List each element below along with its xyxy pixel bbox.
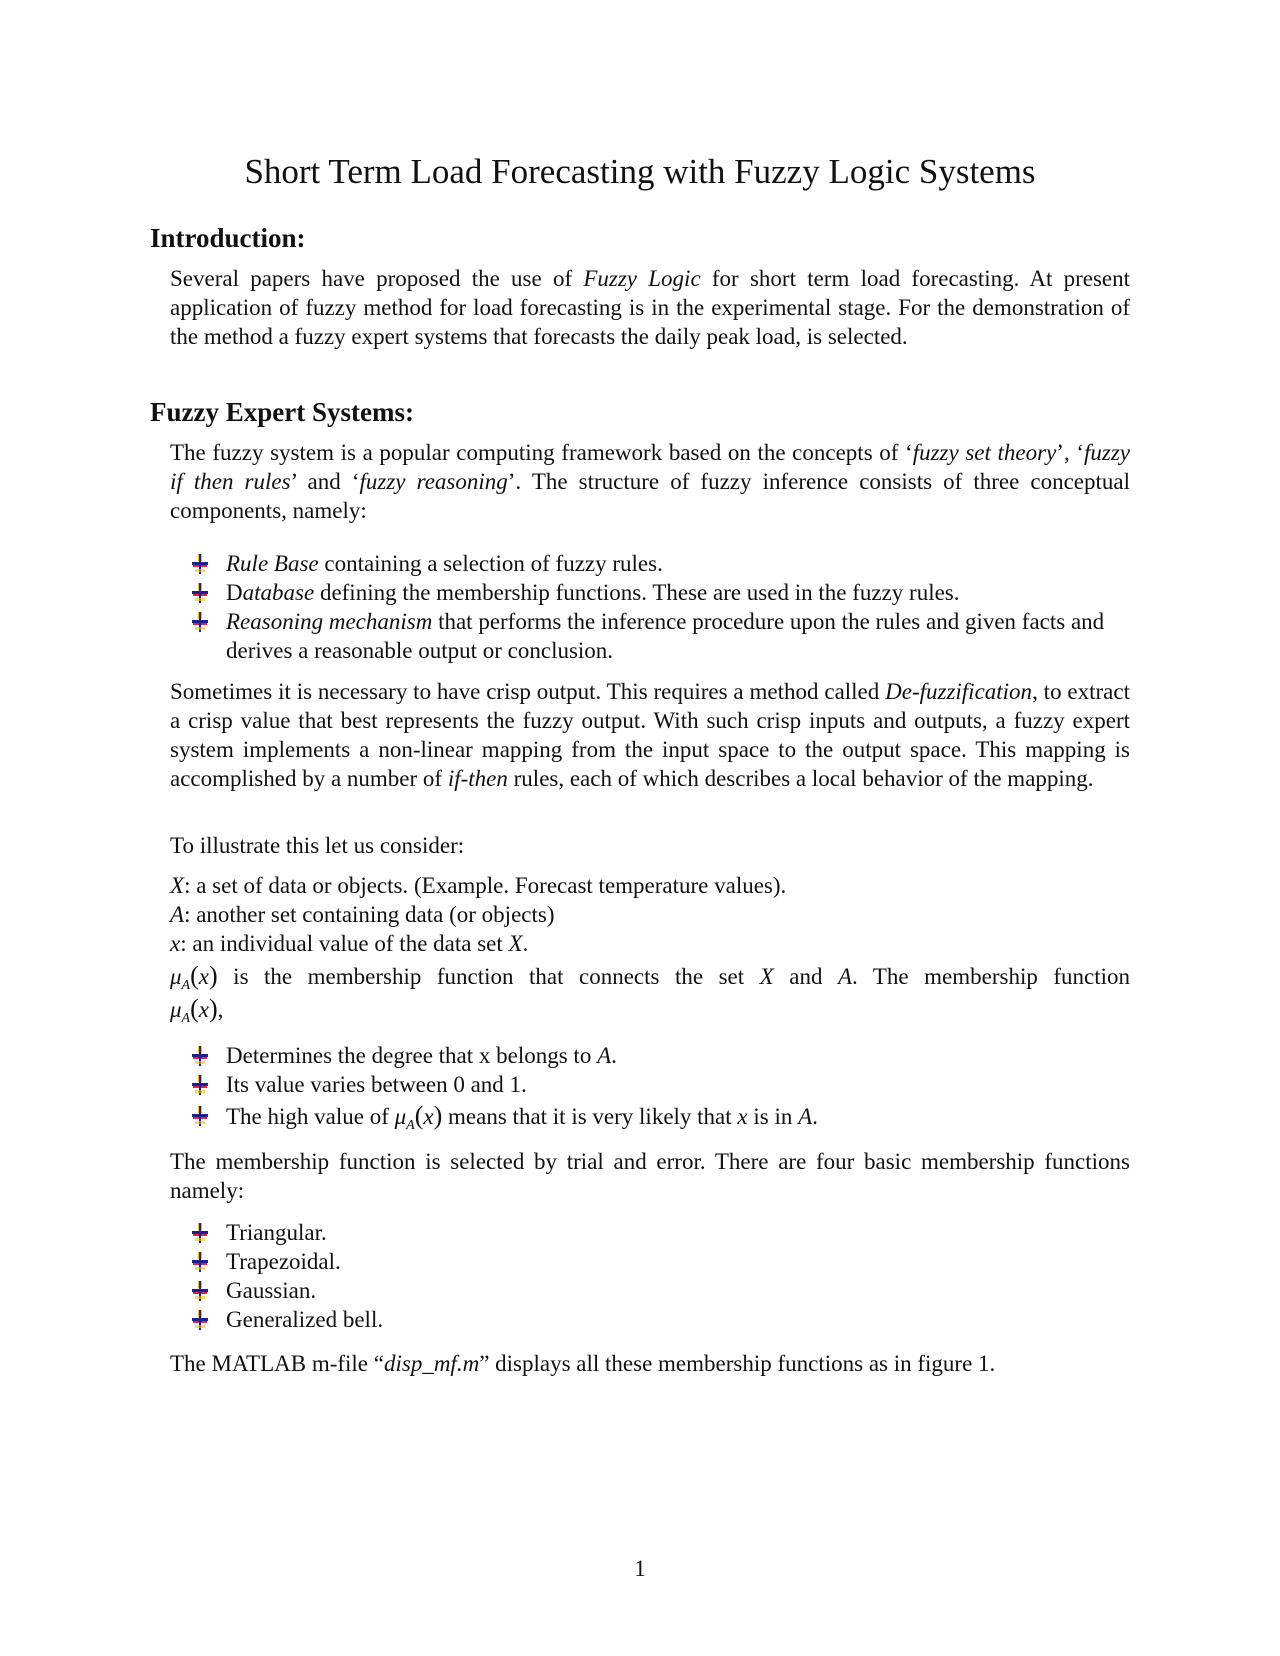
introduction-paragraph [170, 264, 1130, 351]
list-item [170, 578, 1130, 607]
membership-type: Generalized bell. [226, 1307, 384, 1332]
component-name: Reasoning mechanism [226, 609, 433, 634]
argument: x [198, 997, 209, 1022]
matlab-line [170, 1349, 995, 1378]
list-item [170, 1070, 1130, 1099]
membership-type: Triangular. [226, 1220, 327, 1245]
arrow-down-plus-icon [190, 1310, 210, 1330]
symbol: μ [170, 997, 182, 1022]
symbol: A [170, 902, 185, 927]
subscript: A [181, 978, 191, 993]
text-run: ’ and ‘ [290, 469, 360, 494]
arrow-down-plus-icon [190, 1281, 210, 1301]
text-run: is in [747, 1104, 799, 1129]
fuzzy-system-paragraph [170, 438, 1130, 525]
membership-type: Trapezoidal. [226, 1249, 341, 1274]
mu-formula: $\mu_A(x)$ [170, 994, 218, 1026]
introduction-heading: Introduction: [150, 223, 306, 253]
text-run: The high value of [226, 1104, 395, 1129]
arrow-down-plus-icon [190, 1252, 210, 1272]
symbol: A [798, 1104, 813, 1129]
text-run: . [812, 1104, 818, 1129]
text-run: The fuzzy system is a popular computing framework based on the concepts of ‘ [170, 440, 913, 465]
component-description: that performs the inference procedure upon the rules and given facts and derives a reasonable output or conclusion. [226, 609, 1105, 663]
components-list [170, 549, 1130, 665]
definition-A [170, 900, 555, 929]
text-run: rules, each of which describes a local behavior of the mapping. [507, 766, 1094, 791]
text-run: ” displays all these membership functions as in figure 1. [479, 1351, 996, 1376]
arrow-down-plus-icon [190, 612, 210, 632]
symbol: x [170, 931, 181, 956]
text-run: Its value varies between 0 and 1. [226, 1072, 527, 1097]
membership-function-paragraph [170, 961, 1130, 1000]
symbol: A [597, 1043, 612, 1068]
arrow-down-plus-icon [190, 554, 210, 574]
illustrate-line: To illustrate this let us consider: [170, 833, 465, 858]
component-name: atabase [242, 580, 315, 605]
page-number: 1 [634, 1556, 646, 1581]
text-run: The MATLAB m-file “ [170, 1351, 384, 1376]
symbol: μ [394, 1104, 407, 1129]
list-item [170, 549, 1130, 578]
text-run: . The membership function [852, 964, 1131, 989]
fuzzy-expert-systems-heading: Fuzzy Expert Systems: [150, 397, 414, 427]
list-item [170, 607, 1130, 665]
text-run: ’. The structure of fuzzy inference consists of three conceptual components, namely: [170, 469, 1130, 523]
list-item [170, 1218, 1130, 1247]
text-run: . [611, 1043, 617, 1068]
text-run: means that it is very likely that [442, 1104, 738, 1129]
text-run: ’, ‘ [1056, 440, 1084, 465]
text-run: and [773, 964, 838, 989]
component-name-prefix: D [226, 580, 243, 605]
subscript: A [181, 1011, 191, 1026]
arrow-down-plus-icon [190, 583, 210, 603]
symbol: X [508, 931, 523, 956]
list-item [170, 1041, 1130, 1070]
text-run: for short term load forecasting. At present application of fuzzy method for load forecasting is in the experimental stage. For the demonstration of the method a fuzzy expert systems that forecasts the daily peak load, is selected. [170, 266, 1130, 349]
component-description: containing a selection of fuzzy rules. [318, 551, 663, 576]
mu-formula: $\mu_A(x)$ [170, 961, 218, 993]
definition-x [170, 929, 528, 958]
argument: x [198, 964, 209, 989]
text-run: , [217, 997, 224, 1022]
text-run: , to extract a crisp value that best represents the fuzzy output. With such crisp inputs and outputs, a fuzzy expert system implements a non-linear mapping from the input space to the output space. This mapping is accomplished by a number of [170, 679, 1130, 791]
arrow-down-plus-icon [190, 1223, 210, 1243]
membership-types-list [170, 1218, 1130, 1334]
text-run: Sometimes it is necessary to have crisp output. This requires a method called [170, 679, 886, 704]
symbol: X [759, 964, 774, 989]
list-item [170, 1101, 1130, 1140]
component-name: Rule Base [226, 551, 319, 576]
list-item [170, 1276, 1130, 1305]
emphasis-term: fuzzy set theory [912, 440, 1057, 465]
membership-selection-paragraph: The membership function is selected by trial and error. There are four basic membership functions namely: [170, 1149, 1130, 1203]
list-item [170, 1247, 1130, 1276]
arrow-down-plus-icon [190, 1046, 210, 1066]
definition-X [170, 871, 786, 900]
file-name: disp_mf.m [383, 1351, 480, 1376]
text-run: Determines the degree that x belongs to [226, 1043, 598, 1068]
text-run: Several papers have proposed the use of [170, 266, 584, 291]
subscript: A [406, 1118, 415, 1133]
text-run: : a set of data or objects. (Example. Forecast temperature values). [184, 873, 787, 898]
list-item [170, 1305, 1130, 1334]
argument: x [423, 1104, 434, 1129]
symbol: A [837, 964, 853, 989]
text-run: : another set containing data (or objects) [184, 902, 555, 927]
text-run: . [522, 931, 529, 956]
text-run: : an individual value of the data set [180, 931, 509, 956]
emphasis-term: De-fuzzification [885, 679, 1033, 704]
text-run: is the membership function that connects the set [217, 964, 760, 989]
emphasis-term: fuzzy if then rules [170, 440, 1130, 494]
arrow-down-plus-icon [190, 1106, 210, 1126]
emphasis-term: fuzzy reasoning [359, 469, 508, 494]
emphasis-term: if-then [447, 766, 508, 791]
membership-function-line [170, 994, 223, 1033]
defuzzification-paragraph [170, 677, 1130, 793]
symbol: x [737, 1104, 748, 1129]
membership-type: Gaussian. [226, 1278, 317, 1303]
arrow-down-plus-icon [190, 1075, 210, 1095]
page-title: Short Term Load Forecasting with Fuzzy Logic Systems [244, 152, 1036, 191]
symbol: X [170, 873, 185, 898]
symbol: μ [170, 964, 182, 989]
mu-formula: $\mu_A(x)$ [394, 1101, 443, 1133]
membership-properties-list [170, 1041, 1130, 1140]
component-description: defining the membership functions. These are used in the fuzzy rules. [314, 580, 960, 605]
emphasis-fuzzy-logic: Fuzzy Logic [583, 266, 701, 291]
